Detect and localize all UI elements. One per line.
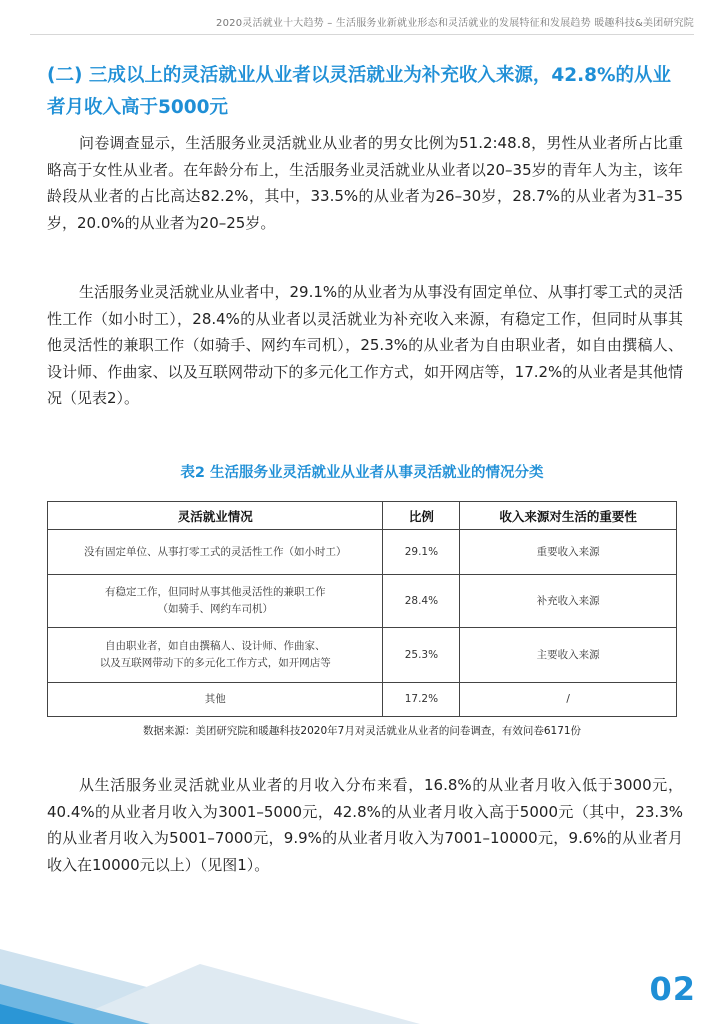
table-cell-importance: 补充收入来源 xyxy=(460,575,677,628)
header-divider xyxy=(30,34,694,35)
table-title: 表2 生活服务业灵活就业从业者从事灵活就业的情况分类 xyxy=(180,465,544,481)
table-header-cell: 灵活就业情况 xyxy=(48,502,383,530)
paragraph-income: 从生活服务业灵活就业从业者的月收入分布来看，16.8%的从业者月收入低于3000元，40.4%的从业者月收入为3001–5000元，42.8%的从业者月收入高于5000元（其中，23.3%的从业者月收入为5001–7000元，9.9%的从业者月收入为7001–10000元，9.6%的从业者月收入在10000元以上）（见图1）。 xyxy=(47,776,683,874)
table-cell-importance: / xyxy=(460,683,677,717)
table-header-cell: 收入来源对生活的重要性 xyxy=(460,502,677,530)
page-number: 02 xyxy=(649,970,696,1008)
table-cell-importance: 主要收入来源 xyxy=(460,628,677,683)
table-cell-situation: 自由职业者，如自由撰稿人、设计师、作曲家、 以及互联网带动下的多元化工作方式，如开网店等 xyxy=(48,628,383,683)
table-cell-ratio: 17.2% xyxy=(383,683,460,717)
table-row xyxy=(48,683,677,717)
table-cell-situation: 有稳定工作，但同时从事其他灵活性的兼职工作 （如骑手、网约车司机） xyxy=(48,575,383,628)
paragraph-demographics: 问卷调查显示，生活服务业灵活就业从业者的男女比例为51.2:48.8，男性从业者所占比重略高于女性从业者。在年龄分布上，生活服务业灵活就业从业者以20–35岁的青年人为主，该年龄段从业者的占比高达82.2%，其中，33.5%的从业者为26–30岁，28.7%的从业者为31–35岁，20.0%的从业者为20–25岁。 xyxy=(47,134,683,232)
table-source-note: 数据来源：美团研究院和暖趣科技2020年7月对灵活就业从业者的问卷调查，有效问卷6171份 xyxy=(142,725,582,737)
section-title: (二) 三成以上的灵活就业从业者以灵活就业为补充收入来源，42.8%的从业者月收入高于5000元 xyxy=(47,65,672,118)
page-header: 2020灵活就业十大趋势 – 生活服务业新就业形态和灵活就业的发展特征和发展趋势 暖趣科技&美团研究院 xyxy=(216,18,694,29)
table-cell-importance: 重要收入来源 xyxy=(460,530,677,575)
table-cell-situation: 没有固定单位、从事打零工式的灵活性工作（如小时工） xyxy=(48,530,383,575)
employment-type-table xyxy=(47,501,677,717)
corner-decoration xyxy=(0,909,420,1024)
table-header-cell: 比例 xyxy=(383,502,460,530)
table-cell-ratio: 29.1% xyxy=(383,530,460,575)
table-cell-ratio: 25.3% xyxy=(383,628,460,683)
table-cell-situation: 其他 xyxy=(48,683,383,717)
table-row xyxy=(48,575,677,628)
table-cell-ratio: 28.4% xyxy=(383,575,460,628)
table-row xyxy=(48,628,677,683)
table-row xyxy=(48,530,677,575)
paragraph-work-types: 生活服务业灵活就业从业者中，29.1%的从业者为从事没有固定单位、从事打零工式的灵活性工作（如小时工），28.4%的从业者以灵活就业为补充收入来源，有稳定工作，但同时从事其他灵活性的兼职工作（如骑手、网约车司机），25.3%的从业者为自由职业者，如自由撰稿人、设计师、作曲家、以及互联网带动下的多元化工作方式，如开网店等，17.2%的从业者是其他情况（见表2）。 xyxy=(47,283,683,407)
table-header-row xyxy=(48,502,677,530)
